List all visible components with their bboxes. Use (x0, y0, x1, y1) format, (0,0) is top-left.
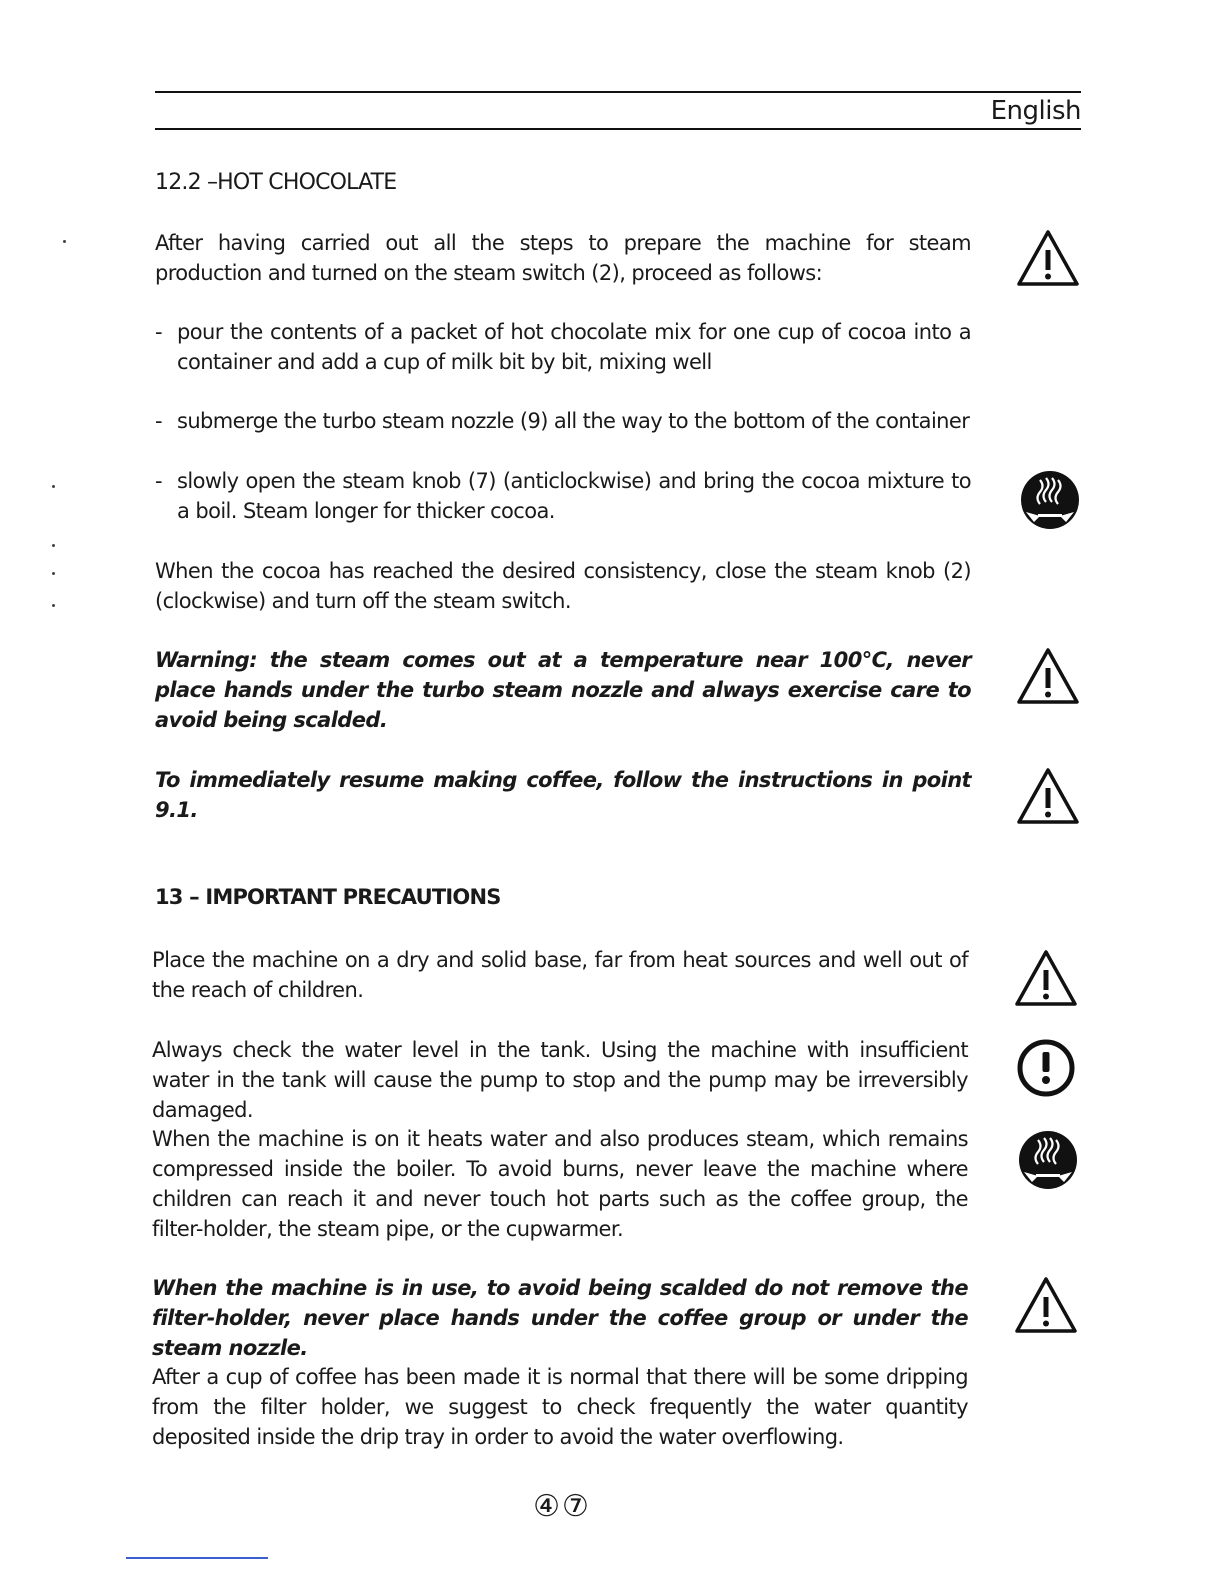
header-rule-top (155, 91, 1081, 93)
steam-warning-paragraph: Warning: the steam comes out at a temperature near 100°C, never place hands under the turbo steam nozzle and always exercise care to avoid being scalded. (155, 648, 971, 732)
list-item: - pour the contents of a packet of hot chocolate mix for one cup of cocoa into a container and add a cup of milk bit by bit, mixing well (155, 317, 971, 377)
margin-speck (52, 572, 55, 575)
list-item-text: slowly open the steam knob (7) (anticlockwise) and bring the cocoa mixture to a boil. Steam longer for thicker cocoa. (177, 469, 971, 523)
margin-speck (63, 240, 66, 243)
warning-triangle-icon (1014, 1275, 1078, 1335)
list-item-text: submerge the turbo steam nozzle (9) all the way to the bottom of the container (177, 409, 970, 433)
warning-triangle-icon (1014, 948, 1078, 1008)
margin-speck (52, 485, 55, 488)
language-label: English (990, 96, 1081, 126)
precaution-paragraph: After a cup of coffee has been made it is normal that there will be some dripping from the filter holder, we suggest to check frequently the water quantity deposited inside the drip tray in order to avoid the water overflowing. (152, 1365, 968, 1449)
footer-divider (126, 1557, 268, 1559)
precaution-paragraph: Place the machine on a dry and solid base, far from heat sources and well out of the reach of children. (152, 948, 968, 1002)
page-number: ④⑦ (533, 1489, 591, 1524)
warning-triangle-icon (1016, 646, 1080, 706)
margin-speck (52, 604, 55, 607)
list-item-text: pour the contents of a packet of hot chocolate mix for one cup of cocoa into a container and add a cup of milk bit by bit, mixing well (177, 320, 971, 374)
precaution-warning-paragraph: When the machine is in use, to avoid being scalded do not remove the filter-holder, never place hands under the coffee group or under the steam nozzle. (152, 1276, 968, 1360)
intro-paragraph: After having carried out all the steps to prepare the machine for steam production and turned on the steam switch (2), proceed as follows: (155, 231, 971, 285)
warning-triangle-icon (1016, 228, 1080, 288)
header-rule-bottom (155, 128, 1081, 130)
section-title-precautions: 13 – IMPORTANT PRECAUTIONS (155, 885, 501, 909)
margin-speck (52, 544, 55, 547)
list-item: - submerge the turbo steam nozzle (9) all the way to the bottom of the container (155, 406, 971, 436)
hot-steam-icon (1016, 1130, 1080, 1190)
caution-circle-icon (1014, 1038, 1078, 1098)
section-title-hot-chocolate: 12.2 –HOT CHOCOLATE (155, 170, 397, 195)
hot-steam-icon (1018, 470, 1082, 530)
warning-triangle-icon (1016, 766, 1080, 826)
closing-paragraph: When the cocoa has reached the desired consistency, close the steam knob (2) (clockwise) and turn off the steam switch. (155, 559, 971, 613)
list-item: - slowly open the steam knob (7) (anticlockwise) and bring the cocoa mixture to a boil. Steam longer for thicker cocoa. (155, 466, 971, 526)
resume-note: To immediately resume making coffee, follow the instructions in point 9.1. (155, 768, 971, 822)
precaution-paragraph: Always check the water level in the tank. Using the machine with insufficient water in the tank will cause the pump to stop and the pump may be irreversibly damaged. (152, 1038, 968, 1122)
precaution-paragraph: When the machine is on it heats water and also produces steam, which remains compressed inside the boiler. To avoid burns, never leave the machine where children can reach it and never touch hot parts such as the coffee group, the filter-holder, the steam pipe, or the cupwarmer. (152, 1127, 968, 1241)
